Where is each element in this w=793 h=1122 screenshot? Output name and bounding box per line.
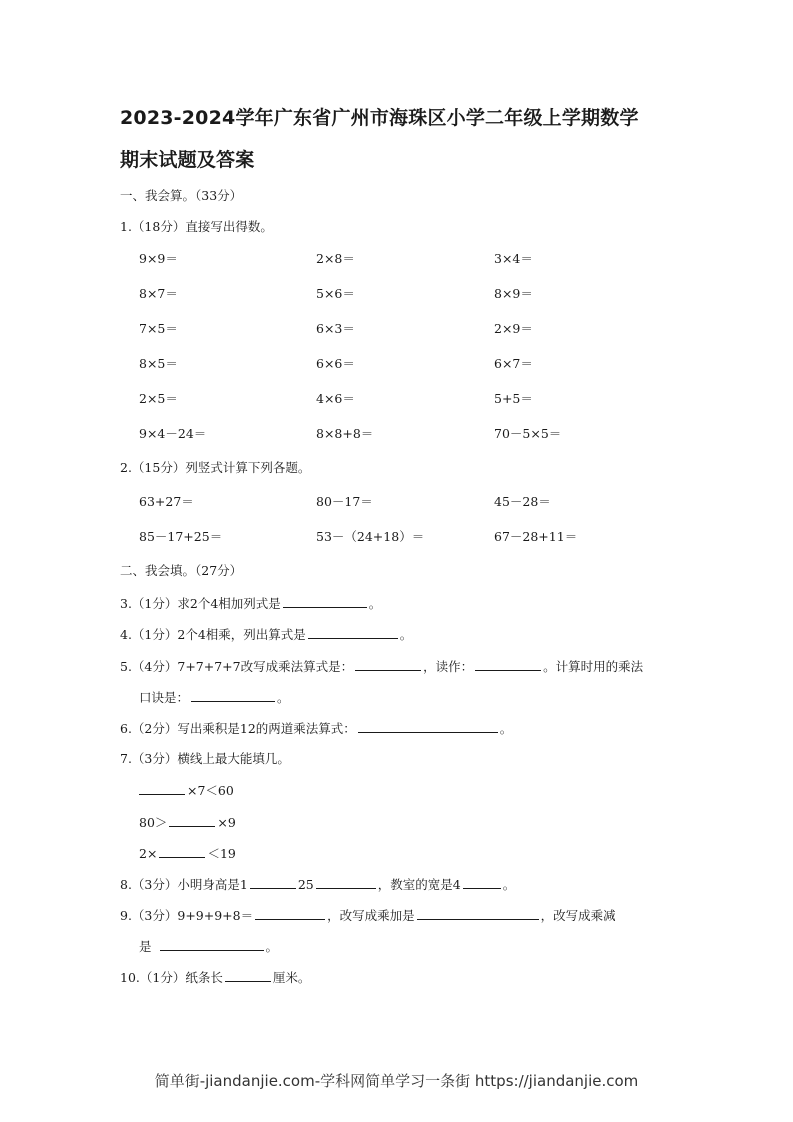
q1-item: 7×5＝ xyxy=(139,321,178,336)
q7-row2 xyxy=(139,813,236,832)
q7-row1 xyxy=(139,781,234,800)
q1-item: 70－5×5＝ xyxy=(494,426,562,441)
footer-watermark: 简单街-jiandanjie.com-学科网简单学习一条街 https://jiandanjie.com xyxy=(154,1072,639,1090)
q3-end: 。 xyxy=(368,596,382,611)
q5-end: 。 xyxy=(277,690,290,705)
q8 xyxy=(120,875,515,894)
q1-item: 5×6＝ xyxy=(316,286,355,301)
q3-text: 3.（1分）求2个4相加列式是 xyxy=(120,596,281,611)
q1-item: 8×7＝ xyxy=(139,286,178,301)
q2-item: 67－28+11＝ xyxy=(494,529,578,544)
answer-blank[interactable] xyxy=(355,657,421,671)
document-title-line2: 期末试题及答案 xyxy=(120,149,255,171)
q5-rhyme: 。计算时用的乘法 xyxy=(543,659,644,674)
q1-item: 9×9＝ xyxy=(139,251,178,266)
q8-end: 。 xyxy=(502,877,516,892)
q10-unit: 厘米。 xyxy=(272,970,311,985)
q6 xyxy=(120,719,512,738)
answer-blank[interactable] xyxy=(169,813,215,827)
answer-blank[interactable] xyxy=(417,906,539,920)
section1-heading: 一、我会算。（33分） xyxy=(120,188,243,203)
q1-item: 2×9＝ xyxy=(494,321,533,336)
q10 xyxy=(120,968,310,987)
q2-item: 63+27＝ xyxy=(139,494,194,509)
q9-text: 9.（3分）9+9+9+8＝ xyxy=(120,908,254,923)
answer-blank[interactable] xyxy=(255,906,325,920)
q2-item: 80－17＝ xyxy=(316,494,373,509)
answer-blank[interactable] xyxy=(308,625,398,639)
q2-label: 2.（15分）列竖式计算下列各题。 xyxy=(120,460,311,475)
q5-rhyme-label: 口诀是： xyxy=(139,690,190,705)
q9-cont xyxy=(139,937,278,956)
answer-blank[interactable] xyxy=(463,875,501,889)
q2-item: 45－28＝ xyxy=(494,494,551,509)
q1-item: 4×6＝ xyxy=(316,391,355,406)
q7-label: 7.（3分）横线上最大能填几。 xyxy=(120,751,290,766)
answer-blank[interactable] xyxy=(358,719,498,733)
q8-text: 8.（3分）小明身高是1 xyxy=(120,877,248,892)
q7-row3 xyxy=(139,844,236,863)
q9-is: 是 xyxy=(139,939,152,954)
q9-end: 。 xyxy=(265,939,279,954)
q5-read: ，读作： xyxy=(423,659,474,674)
q10-text: 10.（1分）纸条长 xyxy=(120,970,223,985)
q4 xyxy=(120,625,412,644)
q1-item: 6×3＝ xyxy=(316,321,355,336)
q1-item: 3×4＝ xyxy=(494,251,533,266)
q1-item: 6×6＝ xyxy=(316,356,355,371)
answer-blank[interactable] xyxy=(160,937,264,951)
q2-item: 53－（24+18）＝ xyxy=(316,529,425,544)
q5 xyxy=(120,657,643,676)
document-title-line1: 2023-2024学年广东省广州市海珠区小学二年级上学期数学 xyxy=(120,107,639,129)
q4-end: 。 xyxy=(399,627,413,642)
q4-text: 4.（1分）2个4相乘，列出算式是 xyxy=(120,627,306,642)
answer-blank[interactable] xyxy=(250,875,296,889)
q7-row3-right: ＜19 xyxy=(207,846,236,861)
q5-cont xyxy=(139,688,290,707)
q1-item: 8×8+8＝ xyxy=(316,426,374,441)
q7-row2-right: ×9 xyxy=(217,815,236,830)
section2-heading: 二、我会填。（27分） xyxy=(120,563,243,578)
q8-num: 25 xyxy=(297,877,314,892)
answer-blank[interactable] xyxy=(283,594,367,608)
q1-item: 2×5＝ xyxy=(139,391,178,406)
q6-text: 6.（2分）写出乘积是12的两道乘法算式： xyxy=(120,721,356,736)
q2-item: 85－17+25＝ xyxy=(139,529,223,544)
q1-item: 9×4－24＝ xyxy=(139,426,207,441)
q1-item: 5+5＝ xyxy=(494,391,533,406)
q1-item: 2×8＝ xyxy=(316,251,355,266)
q9-mulsub: ，改写成乘减 xyxy=(540,908,616,923)
q9 xyxy=(120,906,616,925)
answer-blank[interactable] xyxy=(225,968,271,982)
answer-blank[interactable] xyxy=(475,657,541,671)
q1-item: 8×9＝ xyxy=(494,286,533,301)
q6-end: 。 xyxy=(499,721,513,736)
q8-room: ，教室的宽是4 xyxy=(377,877,461,892)
q3 xyxy=(120,594,381,613)
answer-blank[interactable] xyxy=(139,781,185,795)
answer-blank[interactable] xyxy=(316,875,376,889)
q1-item: 8×5＝ xyxy=(139,356,178,371)
q9-muladd: ，改写成乘加是 xyxy=(327,908,415,923)
answer-blank[interactable] xyxy=(191,688,275,702)
q7-row2-left: 80＞ xyxy=(139,815,168,830)
q1-label: 1.（18分）直接写出得数。 xyxy=(120,219,273,234)
q1-item: 6×7＝ xyxy=(494,356,533,371)
q7-row1-text: ×7＜60 xyxy=(187,783,234,798)
q7-row3-left: 2× xyxy=(139,846,158,861)
answer-blank[interactable] xyxy=(159,844,205,858)
q5-text: 5.（4分）7+7+7+7改写成乘法算式是： xyxy=(120,659,354,674)
